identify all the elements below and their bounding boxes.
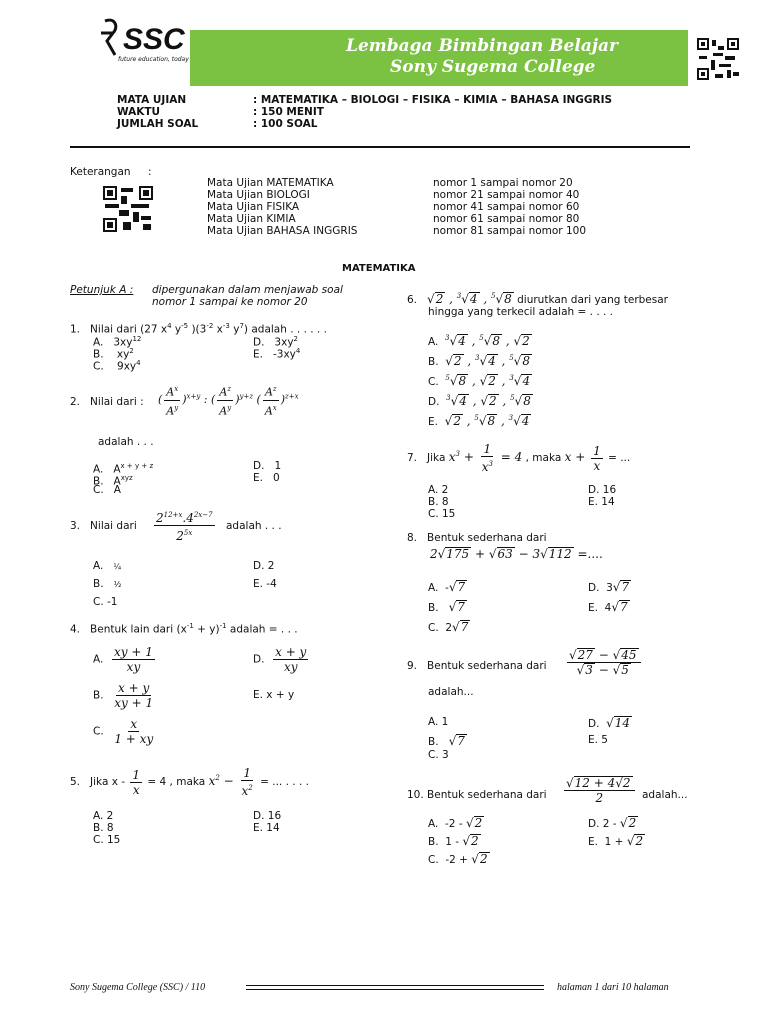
question-2 — [70, 396, 144, 409]
q8-option-e: E. 4√7 — [588, 600, 628, 614]
q9-number: 9. — [407, 660, 418, 672]
q2-option-e: E. 0 — [253, 472, 280, 484]
q7-option-c: C. 15 — [428, 508, 456, 520]
q10-number: 10. — [407, 789, 424, 801]
waktu-value: : 150 MENIT — [253, 106, 324, 118]
q10-option-a: A. -2 - √2 — [428, 816, 483, 830]
q1-option-e: E. $-3xy^4$ — [253, 347, 301, 361]
q3-number: 3. — [70, 520, 81, 532]
banner-title-2: Sony Sugema College — [390, 57, 596, 77]
q8-option-c: C. 2√7 — [428, 620, 469, 634]
footer-right: halaman 1 dari 10 halaman — [557, 982, 669, 993]
range-kimia: nomor 61 sampai nomor 80 — [433, 213, 580, 225]
question-10 — [407, 789, 547, 802]
question-1: 1. Nilai dari (27 $x^4$ $y^{-5}$ )($3^{-2}$ $x^{-3}$ $y^7$) adalah . . . . . . — [70, 322, 327, 336]
q4-option-c: C. $\frac{x}{1 + xy}$ — [93, 717, 154, 746]
range-matematika: nomor 1 sampai nomor 20 — [433, 177, 573, 189]
q2-option-d: D. 1 — [253, 460, 282, 472]
q3-option-d: D. 2 — [253, 560, 275, 572]
question-8 — [407, 532, 547, 545]
q1-option-d: D. $3xy^2$ — [253, 335, 299, 349]
q9-option-d-label: D. — [588, 718, 600, 730]
keterangan-label: Keterangan — [70, 166, 131, 178]
q2-option-c-value: A — [113, 484, 121, 496]
q3-tail: adalah . . . — [226, 520, 282, 532]
q10-option-c: C. -2 + √2 — [428, 852, 488, 866]
q5-number: 5. — [70, 776, 81, 788]
range-biologi: nomor 21 sampai nomor 40 — [433, 189, 580, 201]
q10-option-b: B. 1 - √2 — [428, 834, 479, 848]
subject-biologi: Mata Ujian BIOLOGI — [207, 189, 310, 201]
logo-tagline: future education, today — [118, 56, 189, 63]
question-6: 6. √2 , $^3$√4 , $^5$√8 diurutkan dari yang terbesar — [407, 292, 668, 306]
q5-option-a: A. 2 — [93, 810, 114, 822]
q5-mid: = 4 , maka — [147, 776, 206, 788]
q6-option-a: A. $^3$√4 , $^5$√8 , √2 — [428, 334, 530, 348]
q9-option-b: B. √7 — [428, 734, 465, 748]
q5-option-d: D. 16 — [253, 810, 282, 822]
q2-expression: ( $\frac{A^x}{A^y}$ )$^{x+y}$ : ( $\frac{A^z}{A^y}$ )$^{y+z}$ ( $\frac{A^z}{A^x}$ )$^{z+x}$ — [158, 382, 299, 418]
q1-number: 1. — [70, 323, 81, 336]
subject-fisika: Mata Ujian FISIKA — [207, 201, 300, 213]
q2-tail: adalah . . . — [98, 436, 154, 448]
q9-option-b-label: B. — [428, 736, 439, 748]
q8-option-a: A. -√7 — [428, 580, 466, 594]
q2-option-e-value: 0 — [273, 472, 280, 484]
q6-option-d: D. $^3$√4 , √2 , $^5$√8 — [428, 394, 531, 408]
section-title: MATEMATIKA — [342, 263, 416, 274]
q4-text: Bentuk lain dari (x — [90, 623, 187, 636]
q7-option-e: E. 14 — [588, 496, 615, 508]
header-banner — [190, 30, 688, 86]
q6-option-b: B. √2 , $^3$√4 , $^5$√8 — [428, 354, 530, 368]
q5-option-b: B. 8 — [93, 822, 114, 834]
q4-option-d: D. $\frac{x + y}{xy}$ — [253, 645, 307, 674]
q7-number: 7. — [407, 452, 418, 464]
q7-option-d: D. 16 — [588, 484, 617, 496]
q2-option-a: A. $A^{x + y + z}$ — [93, 462, 154, 476]
q9-text: Bentuk sederhana dari — [427, 660, 547, 672]
q2-number: 2. — [70, 396, 81, 408]
q4-option-b: B. $\frac{x + y}{xy + 1}$ — [93, 681, 154, 710]
q3-text: Nilai dari — [90, 520, 137, 532]
question-4: 4. Bentuk lain dari $(x^{-1} + y)^{-1}$ adalah = . . . — [70, 622, 298, 636]
mata-ujian-label: MATA UJIAN — [117, 94, 187, 106]
q9-option-a: A. 1 — [428, 716, 449, 728]
q1-option-c: C. $9xy^4$ — [93, 359, 141, 373]
jumlah-soal-value: : 100 SOAL — [253, 118, 318, 130]
q6-option-e: E. √2 , $^5$√8 , $^3$√4 — [428, 414, 530, 428]
q2-option-b: B. $A^{xyz}$ — [93, 474, 133, 488]
q7-tail: = ... — [608, 452, 631, 464]
footer-rule — [246, 985, 544, 990]
logo-text: SSC — [123, 23, 185, 56]
q4-tail: adalah = . . . — [229, 623, 298, 636]
q6-number: 6. — [407, 294, 418, 306]
q9-expression: $\frac{√27 - √45}{√3 - √5}$ — [565, 648, 643, 677]
q1-text: Nilai dari (27 x — [90, 323, 168, 336]
q3-expression: $\frac{2^{12+x}.4^{2x-7}}{2^{5x}}$ — [152, 508, 217, 543]
q3-option-b: B. ½ — [93, 578, 122, 590]
q10-option-d: D. 2 - √2 — [588, 816, 637, 830]
q7-option-b: B. 8 — [428, 496, 449, 508]
q5-tail: = ... . . . . — [260, 776, 309, 788]
q9-option-d: D. √14 — [588, 716, 631, 730]
petunjuk-line-2: nomor 1 sampai ke nomor 20 — [152, 296, 308, 308]
q2-text: Nilai dari : — [90, 396, 144, 408]
q3-option-a: A. ¼ — [93, 560, 122, 572]
q2-option-d-value: 1 — [274, 460, 282, 472]
q1-option-a: A. $3xy^{12}$ — [93, 335, 142, 349]
q4-number: 4. — [70, 623, 81, 636]
q10-option-e: E. 1 + √2 — [588, 834, 644, 848]
q4-option-e: E. x + y — [253, 689, 295, 701]
q8-expression: 2√175 + √63 − 3√112 =.... — [430, 547, 603, 561]
question-7: 7. Jika $x^3$ + $\frac{1}{x^3}$ = 4 , maka x + $\frac{1}{x}$ = ... — [407, 442, 631, 474]
jumlah-soal-label: JUMLAH SOAL — [117, 118, 199, 130]
keterangan-colon: : — [148, 166, 152, 178]
footer-left: Sony Sugema College (SSC) / 110 — [70, 982, 206, 993]
q5-text: Jika x - — [90, 776, 126, 788]
q6-text-2: hingga yang terkecil adalah = . . . . — [428, 306, 614, 318]
qr-code-header — [697, 38, 739, 80]
petunjuk-label: Petunjuk A : — [70, 284, 134, 296]
q8-option-b: B. √7 — [428, 600, 465, 614]
q3-option-e: E. -4 — [253, 578, 277, 590]
subject-kimia: Mata Ujian KIMIA — [207, 213, 296, 225]
q7-option-a: A. 2 — [428, 484, 449, 496]
q8-text: Bentuk sederhana dari — [427, 532, 547, 544]
petunjuk-line-1: dipergunakan dalam menjawab soal — [152, 284, 343, 296]
q2-option-c: C. A — [93, 484, 121, 496]
q10-text: Bentuk sederhana dari — [427, 789, 547, 801]
q6-text: diurutkan dari yang terbesar — [517, 294, 668, 306]
waktu-label: WAKTU — [117, 106, 161, 118]
q9-option-e: E. 5 — [588, 734, 608, 746]
q9-tail: adalah... — [428, 686, 474, 698]
q3-option-c: C. -1 — [93, 596, 118, 608]
mata-ujian-value: : MATEMATIKA – BIOLOGI – FISIKA – KIMIA – BAHASA INGGRIS — [253, 94, 613, 106]
q10-expression: $\frac{√12 + 4√2}{2}$ — [562, 776, 637, 805]
q5-option-e: E. 14 — [253, 822, 280, 834]
qr-code-keterangan — [103, 186, 153, 232]
question-9 — [407, 660, 547, 673]
q6-option-c: C. $^5$√8 , √2 , $^3$√4 — [428, 374, 531, 388]
header-divider — [70, 146, 690, 148]
subject-bahasa-inggris: Mata Ujian BAHASA INGGRIS — [207, 225, 358, 237]
question-5: 5. Jika x - $\frac{1}{x}$ = 4 , maka $x^2$ − $\frac{1}{x^2}$ = ... . . . . — [70, 766, 309, 798]
q8-option-d: D. 3√7 — [588, 580, 630, 594]
q9-option-c: C. 3 — [428, 749, 449, 761]
q8-number: 8. — [407, 532, 418, 544]
range-fisika: nomor 41 sampai nomor 60 — [433, 201, 580, 213]
q4-option-a: A. $\frac{xy + 1}{xy}$ — [93, 645, 153, 674]
subject-matematika: Mata Ujian MATEMATIKA — [207, 177, 334, 189]
q10-tail: adalah... — [642, 789, 688, 801]
q5-option-c: C. 15 — [93, 834, 121, 846]
banner-title-1: Lembaga Bimbingan Belajar — [346, 36, 618, 56]
q7-mid: , maka — [525, 452, 562, 464]
range-bahasa-inggris: nomor 81 sampai nomor 100 — [433, 225, 586, 237]
q7-text: Jika — [427, 452, 446, 464]
q1-option-b: B. $xy^2$ — [93, 347, 134, 361]
question-3 — [70, 520, 137, 533]
